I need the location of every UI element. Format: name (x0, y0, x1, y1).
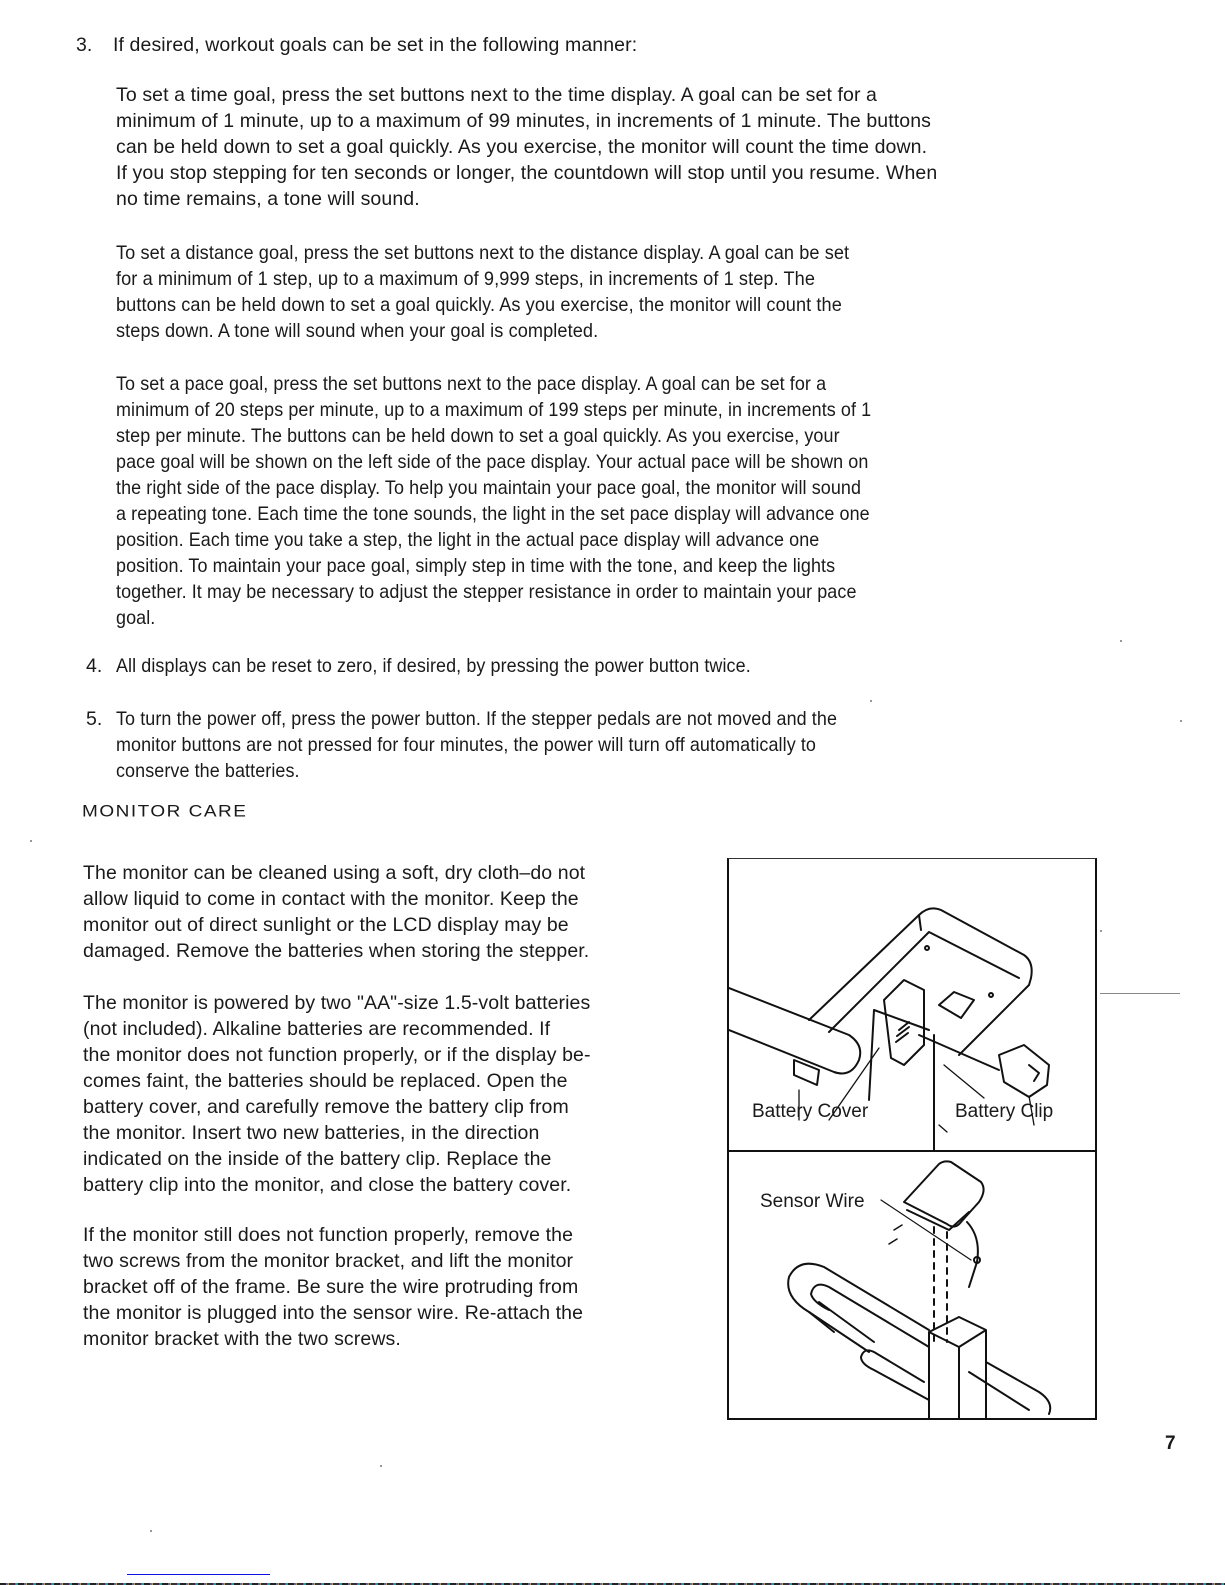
paragraph-line: If the monitor still does not function properly, remove the (83, 1224, 574, 1246)
paragraph-line: goal. (116, 607, 156, 629)
paragraph-line: the right side of the pace display. To help you maintain your pace goal, the monitor will sound (116, 477, 862, 499)
step-number: 5. (86, 708, 103, 730)
paragraph-line: conserve the batteries. (116, 760, 300, 782)
step-number: 4. (86, 655, 103, 677)
paragraph-line: the monitor does not function properly, or if the display be- (83, 1044, 591, 1066)
paragraph-line: The monitor can be cleaned using a soft, dry cloth–do not (83, 862, 586, 884)
scan-speck (1180, 720, 1182, 722)
paragraph-line: allow liquid to come in contact with the monitor. Keep the (83, 888, 579, 910)
paragraph-line: the monitor is plugged into the sensor wire. Re-attach the (83, 1302, 584, 1324)
paragraph-line: bracket off of the frame. Be sure the wire protruding from (83, 1276, 579, 1298)
section-heading: MONITOR CARE (82, 803, 248, 821)
battery-clip-wire (919, 1035, 999, 1070)
paragraph-line: indicated on the inside of the battery clip. Replace the (83, 1148, 552, 1170)
paragraph-line: If you stop stepping for ten seconds or longer, the countdown will stop until you resume. When (116, 162, 938, 184)
paragraph-line: position. Each time you take a step, the light in the actual pace display will advance one (116, 529, 820, 551)
sensor-wire-label: Sensor Wire (760, 1191, 865, 1212)
paragraph-line: To set a distance goal, press the set buttons next to the distance display. A goal can be set (116, 242, 850, 264)
scan-speck (1120, 640, 1122, 642)
paragraph-line: damaged. Remove the batteries when storing the stepper. (83, 940, 590, 962)
paragraph-line: step per minute. The buttons can be held down to set a goal quickly. As you exercise, your (116, 425, 840, 447)
blue-underline-artifact (127, 1574, 270, 1575)
paragraph-line: (not included). Alkaline batteries are recommended. If (83, 1018, 551, 1040)
paragraph-line: steps down. A tone will sound when your goal is completed. (116, 320, 599, 342)
paragraph-line: for a minimum of 1 step, up to a maximum of 9,999 steps, in increments of 1 step. The (116, 268, 816, 290)
battery-cover (884, 980, 924, 1065)
scan-speck (30, 840, 32, 842)
paragraph-line: together. It may be necessary to adjust the stepper resistance in order to maintain your pace (116, 581, 857, 603)
paragraph-line: two screws from the monitor bracket, and lift the monitor (83, 1250, 574, 1272)
battery-cover-label: Battery Cover (752, 1101, 869, 1122)
paragraph-line: the monitor. Insert two new batteries, in the direction (83, 1122, 540, 1144)
page-number: 7 (1165, 1433, 1176, 1454)
scan-speck (150, 1530, 152, 1532)
paragraph-line: minimum of 20 steps per minute, up to a maximum of 199 steps per minute, in increments of 1 (116, 399, 872, 421)
paragraph-line: To set a time goal, press the set buttons next to the time display. A goal can be set for a (116, 84, 878, 106)
scan-speck (380, 1465, 382, 1467)
paragraph-line: comes faint, the batteries should be replaced. Open the (83, 1070, 568, 1092)
frame-post (929, 1317, 986, 1418)
paragraph-line: can be held down to set a goal quickly. As you exercise, the monitor will count the time down. (116, 136, 928, 158)
paragraph-line: buttons can be held down to set a goal quickly. As you exercise, the monitor will count the (116, 294, 842, 316)
battery-clip-label: Battery Clip (955, 1101, 1054, 1122)
handlebar-right (969, 1362, 1050, 1414)
paragraph-line: no time remains, a tone will sound. (116, 188, 420, 210)
paragraph-line: a repeating tone. Each time the tone sounds, the light in the set pace display will advance one (116, 503, 870, 525)
scan-speck (1100, 930, 1102, 932)
battery-clip (999, 1045, 1049, 1097)
step-number: 3. (76, 34, 93, 56)
paragraph-line: pace goal will be shown on the left side of the pace display. Your actual pace will be shown on (116, 451, 869, 473)
paragraph-line: The monitor is powered by two "AA"-size 1.5-volt batteries (83, 992, 591, 1014)
scan-speck (870, 700, 872, 702)
paragraph-line: To turn the power off, press the power button. If the stepper pedals are not moved and the (116, 708, 838, 730)
scan-smudge (1100, 993, 1180, 994)
paragraph-line: monitor buttons are not pressed for four minutes, the power will turn off automatically to (116, 734, 816, 756)
handlebar-left (788, 1264, 929, 1352)
paragraph-line: position. To maintain your pace goal, simply step in time with the tone, and keep the lights (116, 555, 836, 577)
paragraph-line: battery cover, and carefully remove the battery clip from (83, 1096, 569, 1118)
step-3-intro: If desired, workout goals can be set in the following manner: (113, 34, 638, 56)
paragraph-line: minimum of 1 minute, up to a maximum of 99 minutes, in increments of 1 minute. The buttons (116, 110, 932, 132)
monitor-unit (904, 1161, 984, 1226)
paragraph-line: To set a pace goal, press the set buttons next to the pace display. A goal can be set for a (116, 373, 827, 395)
paragraph-line: monitor bracket with the two screws. (83, 1328, 401, 1350)
paragraph-line: battery clip into the monitor, and close the battery cover. (83, 1174, 572, 1196)
paragraph-line: monitor out of direct sunlight or the LCD display may be (83, 914, 569, 936)
paragraph-line: All displays can be reset to zero, if desired, by pressing the power button twice. (116, 655, 751, 677)
sensor-wire (967, 1222, 978, 1287)
